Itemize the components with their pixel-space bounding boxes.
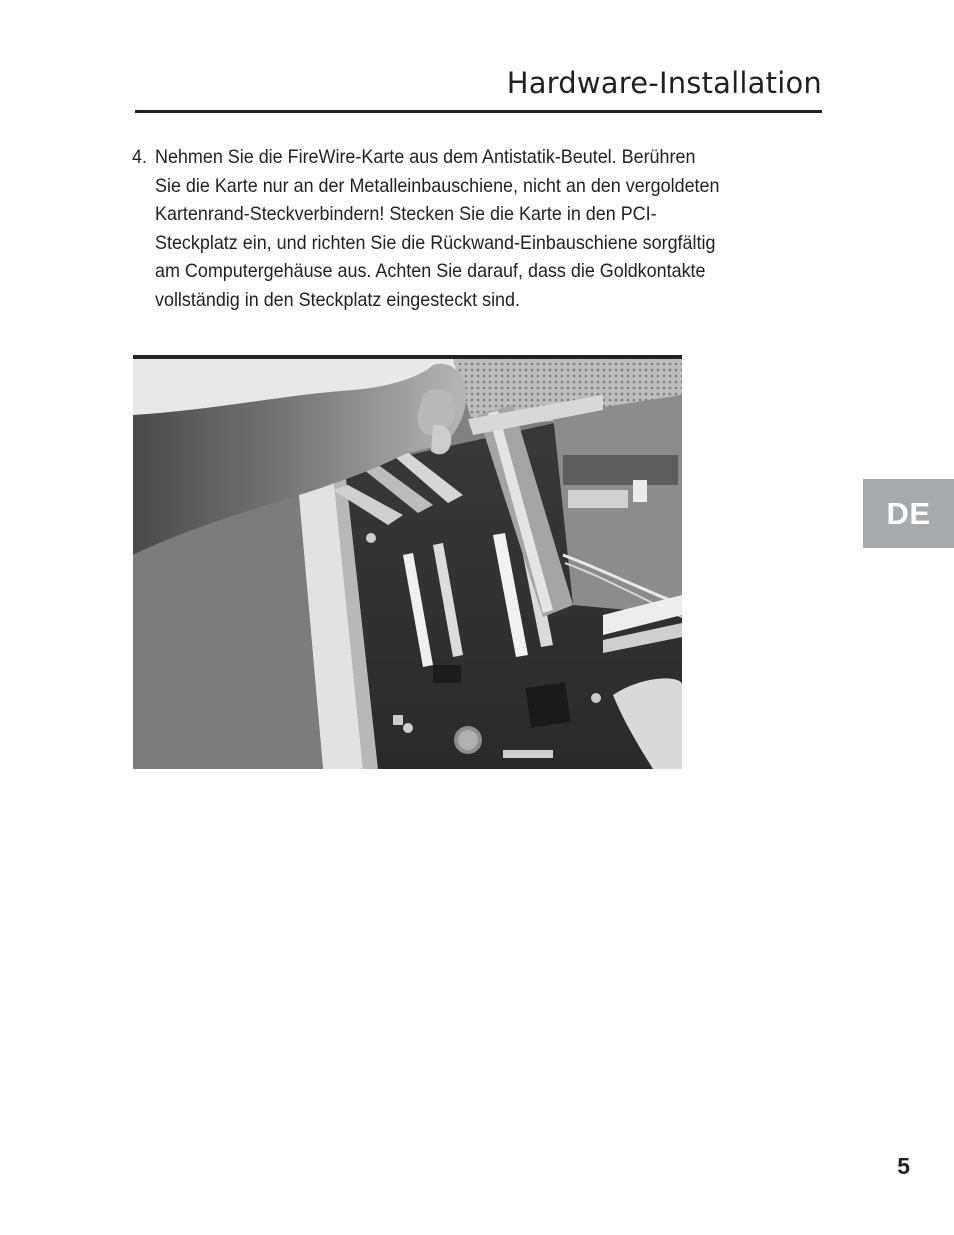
page-title: Hardware-Installation <box>506 66 822 100</box>
language-tab: DE <box>863 479 954 548</box>
page-number: 5 <box>897 1153 910 1179</box>
step-text <box>155 143 817 314</box>
step-number: 4. <box>132 146 147 168</box>
step-text-line: vollständig in den Steckplatz eingesteckt sind. <box>155 288 520 311</box>
title-divider <box>135 110 822 113</box>
step-text-line: Steckplatz ein, und richten Sie die Rückwand-Einbauschiene sorgfältig <box>155 231 716 254</box>
step-text-line: Sie die Karte nur an der Metalleinbauschiene, nicht an den vergoldeten <box>155 174 720 197</box>
step-text-line: Kartenrand-Steckverbindern! Stecken Sie die Karte in den PCI- <box>155 203 657 225</box>
installation-photo <box>133 355 682 769</box>
photo-illustration <box>133 355 682 769</box>
step-text-line: Nehmen Sie die FireWire-Karte aus dem Antistatik-Beutel. Berühren <box>155 146 696 168</box>
step-text-line: am Computergehäuse aus. Achten Sie darauf, dass die Goldkontakte <box>155 260 706 282</box>
step-4 <box>132 143 758 314</box>
